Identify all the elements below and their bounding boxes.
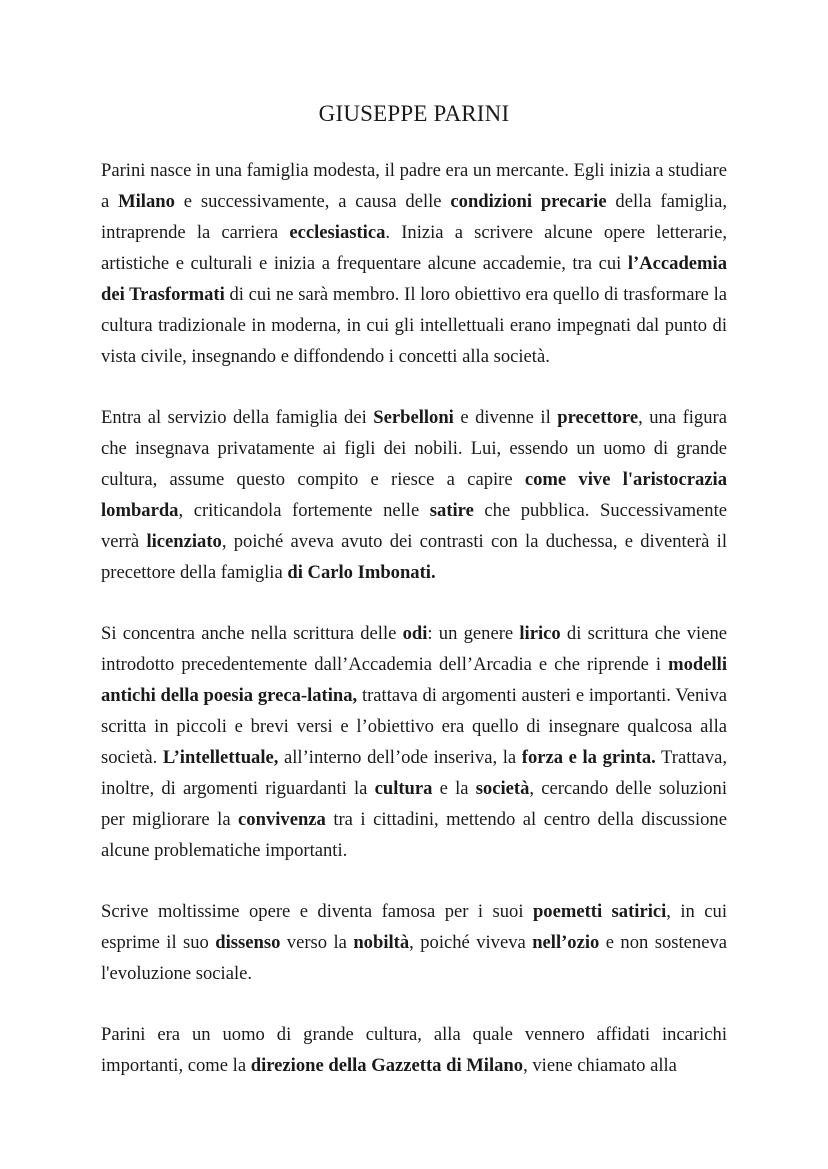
bold-text: ecclesiastica: [289, 222, 386, 243]
bold-text: L’intellettuale,: [162, 747, 279, 768]
text-run: della famiglia, intraprende la carriera: [101, 191, 727, 243]
bold-text: convivenza: [238, 809, 326, 830]
text-run: , poiché aveva avuto dei contrasti con la duchessa, e diventerà il precettore della famiglia: [101, 531, 727, 583]
paragraph: [101, 155, 727, 372]
text-run: , una figura che insegnava privatamente ai figli dei nobili. Lui, essendo un uomo di grande cultura, assume questo compito e riesce a capire: [101, 407, 727, 490]
bold-text: l’Accademia dei Trasformati: [101, 253, 727, 305]
text-run: , cercando delle soluzioni per migliorare la: [101, 778, 727, 830]
bold-text: poemetti satirici: [532, 901, 667, 922]
bold-text: nell’ozio: [532, 932, 600, 953]
bold-text: di Carlo Imbonati.: [287, 562, 436, 583]
text-run: , in cui esprime il suo: [101, 901, 728, 953]
text-run: trattava di argomenti austeri e importanti. Veniva scritta in piccoli e brevi versi e l’obiettivo era quello di insegnare qualcosa alla società.: [101, 685, 728, 768]
text-run: di cui ne sarà membro. Il loro obiettivo era quello di trasformare la cultura tradizionale in moderna, in cui gli intellettuali erano impegnati dal punto di vista civile, insegnando e diffondendo i concetti alla società.: [101, 284, 728, 367]
text-run: Parini nasce in una famiglia modesta, il padre era un mercante. Egli inizia a studiare a: [101, 160, 727, 212]
bold-text: odi: [402, 623, 428, 644]
paragraph: [101, 618, 727, 866]
text-run: : un genere: [427, 623, 520, 644]
text-run: Si concentra anche nella scrittura delle: [101, 623, 403, 644]
text-run: Parini era un uomo di grande cultura, alla quale vennero affidati incarichi importanti, come la: [101, 1024, 727, 1076]
page-title: GIUSEPPE PARINI: [318, 101, 510, 126]
bold-text: lirico: [519, 623, 561, 644]
bold-text: precettore: [557, 407, 639, 428]
text-run: all’interno dell’ode inseriva, la: [278, 747, 522, 768]
text-run: e successivamente, a causa delle: [174, 191, 451, 212]
bold-text: condizioni precarie: [450, 191, 607, 212]
bold-text: società: [475, 778, 530, 799]
text-run: e non sosteneva l'evoluzione sociale.: [101, 932, 728, 984]
text-run: di scrittura che viene introdotto precedentemente dall’Accademia dell’Arcadia e che riprende i: [101, 623, 728, 675]
text-run: , poiché viveva: [409, 932, 533, 953]
text-run: , viene chiamato alla: [523, 1055, 677, 1076]
text-run: Trattava, inoltre, di argomenti riguardanti la: [101, 747, 727, 799]
text-run: che pubblica. Successivamente verrà: [101, 500, 727, 552]
text-run: verso la: [280, 932, 354, 953]
bold-text: Serbelloni: [373, 407, 454, 428]
bold-text: dissenso: [215, 932, 281, 953]
bold-text: forza e la grinta.: [521, 747, 656, 768]
bold-text: satire: [429, 500, 474, 521]
paragraph: [101, 896, 727, 989]
bold-text: modelli antichi della poesia greca-latina,: [101, 654, 727, 706]
text-run: tra i cittadini, mettendo al centro della discussione alcune problematiche importanti.: [101, 809, 727, 861]
bold-text: licenziato: [146, 531, 222, 552]
bold-text: nobiltà: [353, 932, 410, 953]
text-run: Entra al servizio della famiglia dei: [101, 407, 374, 428]
bold-text: cultura: [374, 778, 433, 799]
text-run: e la: [432, 778, 476, 799]
text-run: , criticandola fortemente nelle: [178, 500, 430, 521]
paragraph: [101, 1019, 727, 1081]
text-run: Scrive moltissime opere e diventa famosa per i suoi: [101, 901, 533, 922]
document-body: [101, 155, 727, 1111]
bold-text: Milano: [118, 191, 175, 212]
bold-text: come vive l'aristocrazia lombarda: [101, 469, 727, 521]
text-run: . Inizia a scrivere alcune opere letterarie, artistiche e culturali e inizia a frequentare alcune accademie, tra cui: [101, 222, 728, 274]
paragraph: [101, 402, 727, 588]
bold-text: direzione della Gazzetta di Milano: [250, 1055, 524, 1076]
text-run: e divenne il: [453, 407, 558, 428]
